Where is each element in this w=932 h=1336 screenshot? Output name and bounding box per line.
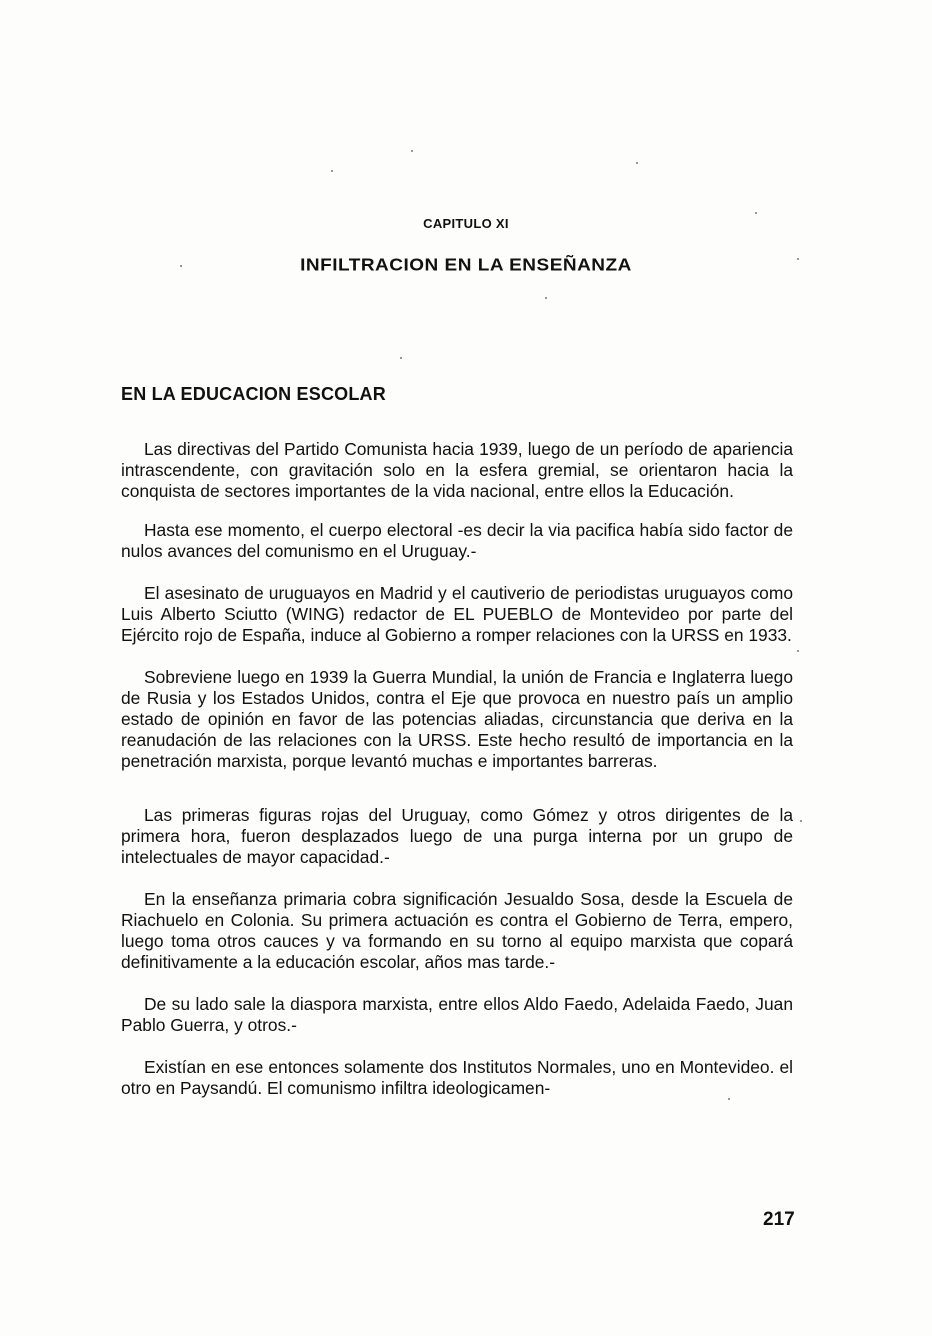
scan-speck bbox=[797, 650, 799, 652]
paragraph: El asesinato de uruguayos en Madrid y el cautiverio de periodistas uruguayos como Luis Alberto Sciutto (WING) redactor de EL PUEBLO de Montevideo por parte del Ejército rojo de España, induce al Gobierno a romper relaciones con la URSS en 1933. bbox=[121, 583, 793, 645]
paragraph: Sobreviene luego en 1939 la Guerra Mundial, la unión de Francia e Inglaterra luego de Rusia y los Estados Unidos, contra el Eje que provoca en nuestro país un amplio estado de opinión en favor de las potencias aliadas, circunstancia que deriva en la reanudación de las relaciones con la URSS. Este hecho resultó de importancia en la penetración marxista, porque levantó muchas e importantes barreras. bbox=[121, 667, 793, 771]
scan-speck bbox=[400, 357, 402, 359]
paragraph: Las directivas del Partido Comunista hacia 1939, luego de un período de apariencia intrascendente, con gravitación solo en la esfera gremial, se orientaron hacia la conquista de sectores importantes de la vida nacional, entre ellos la Educación. bbox=[121, 439, 793, 501]
scan-speck bbox=[797, 258, 799, 260]
scan-speck bbox=[411, 150, 413, 152]
paragraph: Existían en ese entonces solamente dos Institutos Normales, uno en Montevideo. el otro en Paysandú. El comunismo infiltra ideologicamen- bbox=[121, 1057, 793, 1098]
scan-speck bbox=[545, 297, 547, 299]
paragraph: Hasta ese momento, el cuerpo electoral -es decir la via pacifica había sido factor de nulos avances del comunismo en el Uruguay.- bbox=[121, 520, 793, 561]
body-text bbox=[121, 439, 793, 1099]
page-number: 217 bbox=[763, 1209, 795, 1230]
section-heading: EN LA EDUCACION ESCOLAR bbox=[121, 384, 386, 404]
scan-speck bbox=[728, 1098, 730, 1100]
paragraph: De su lado sale la diaspora marxista, entre ellos Aldo Faedo, Adelaida Faedo, Juan Pablo Guerra, y otros.- bbox=[121, 994, 793, 1035]
scan-speck bbox=[180, 265, 182, 267]
scan-speck bbox=[636, 162, 638, 164]
chapter-label: CAPITULO XI bbox=[423, 216, 509, 231]
scan-speck bbox=[800, 820, 802, 822]
chapter-title: INFILTRACION EN LA ENSEÑANZA bbox=[300, 255, 632, 276]
scan-speck bbox=[331, 170, 333, 172]
scan-speck bbox=[755, 212, 757, 214]
paragraph: Las primeras figuras rojas del Uruguay, como Gómez y otros dirigentes de la primera hora, fueron desplazados luego de una purga interna por un grupo de intelectuales de mayor capacidad.- bbox=[121, 805, 793, 867]
paragraph: En la enseñanza primaria cobra significación Jesualdo Sosa, desde la Escuela de Riachuelo en Colonia. Su primera actuación es contra el Gobierno de Terra, empero, luego toma otros cauces y va formando en su torno al equipo marxista que copará definitivamente a la educación escolar, años mas tarde.- bbox=[121, 889, 793, 972]
